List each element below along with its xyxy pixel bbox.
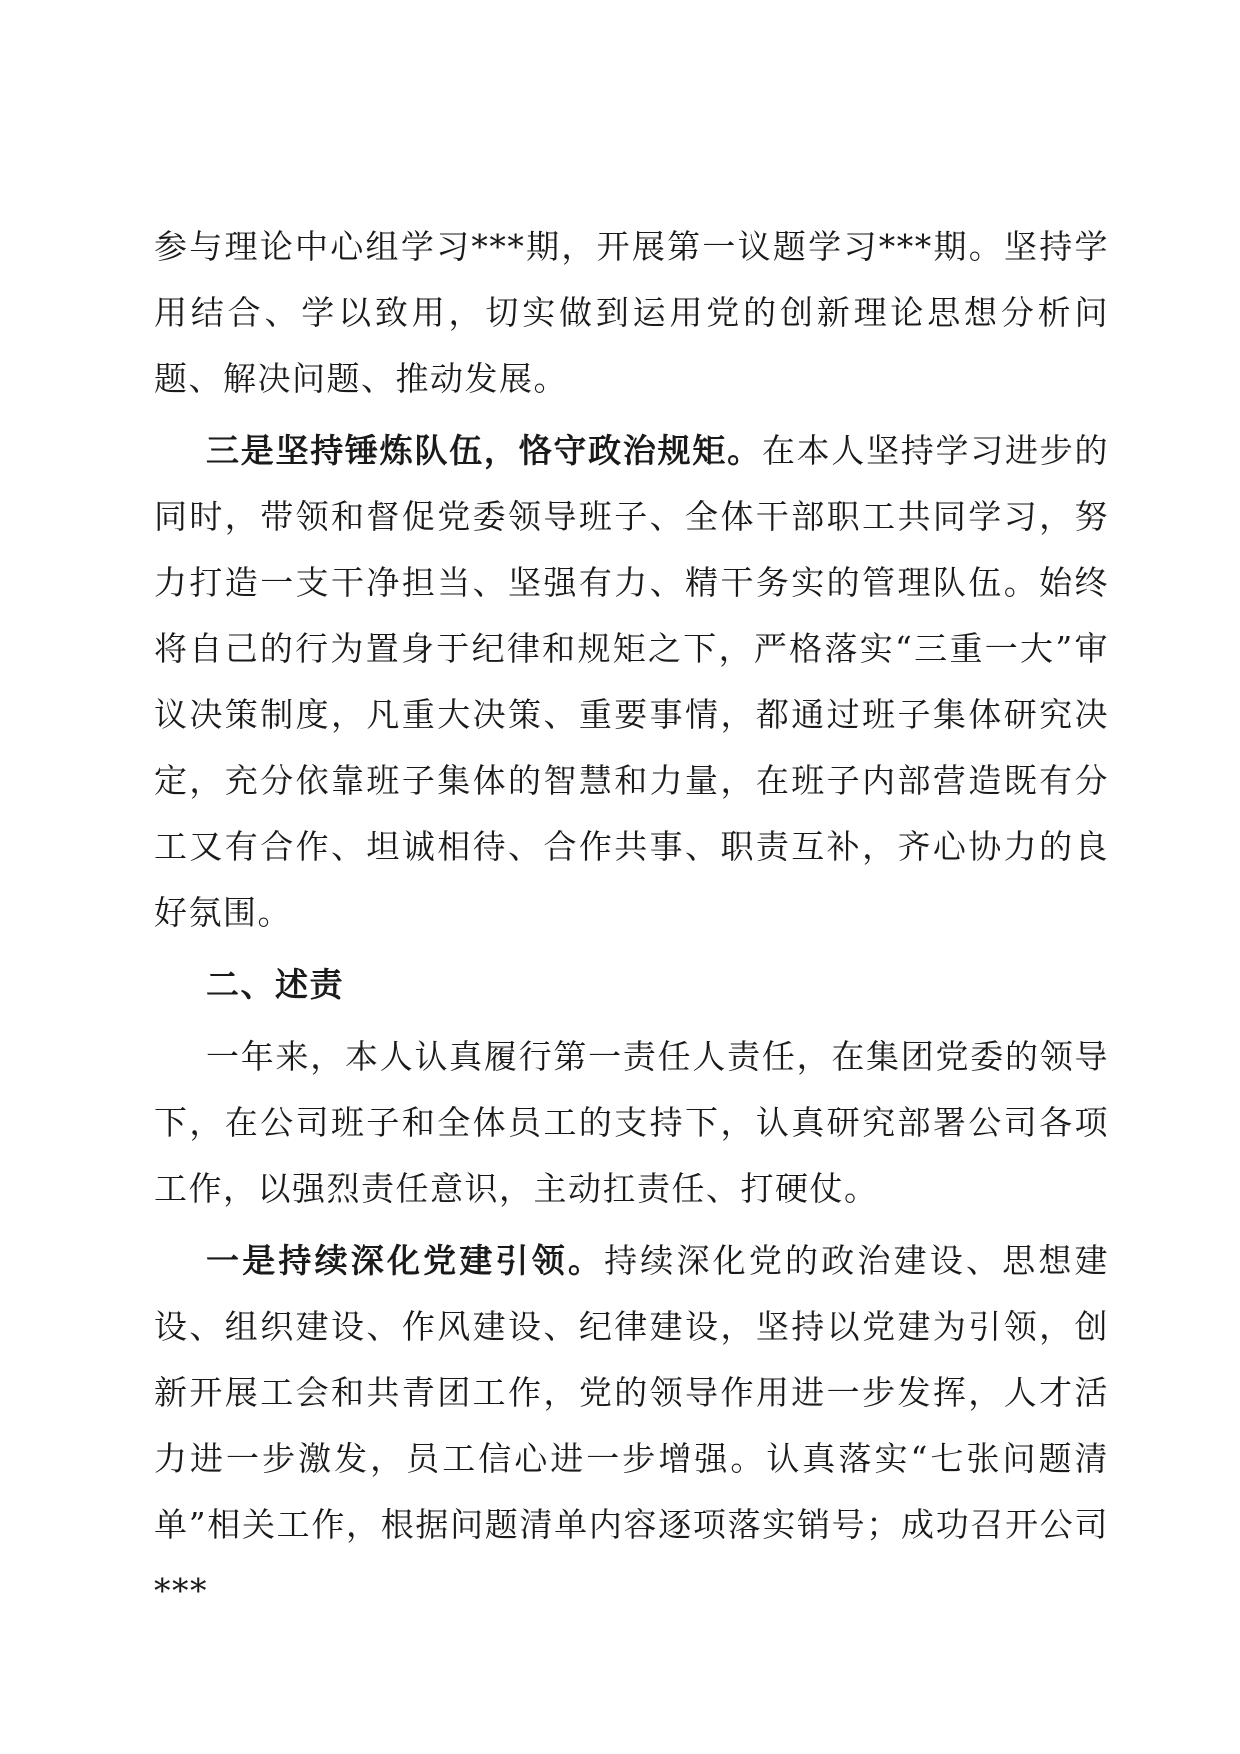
- paragraph-party-building: [154, 1228, 1109, 1624]
- paragraph-text: 一年来，本人认真履行第一责任人责任，在集团党委的领导下，在公司班子和全体员工的支持下，认真研究部署公司各项工作，以强烈责任意识，主动扛责任、打硬仗。: [154, 1037, 1109, 1208]
- paragraph-duty-overview: [154, 1024, 1109, 1222]
- paragraph-lead-heading: 三是坚持锤炼队伍，恪守政治规矩。: [206, 431, 762, 470]
- paragraph-lead-heading: 一是持续深化党建引领。: [206, 1241, 605, 1280]
- paragraph-team-discipline: [154, 418, 1109, 946]
- paragraph-text: 持续深化党的政治建设、思想建设、组织建设、作风建设、纪律建设，坚持以党建为引领，创新开展工会和共青团工作，党的领导作用进一步发挥，人才活力进一步激发，员工信心进一步增强。认真落实“七张问题清单”相关工作，根据问题清单内容逐项落实销号；成功召开公司***: [154, 1241, 1109, 1610]
- paragraph-study-continuation: [154, 214, 1109, 412]
- paragraph-text: 在本人坚持学习进步的同时，带领和督促党委领导班子、全体干部职工共同学习，努力打造一支干净担当、坚强有力、精干务实的管理队伍。始终将自己的行为置身于纪律和规矩之下，严格落实“三重一大”审议决策制度，凡重大决策、重要事情，都通过班子集体研究决定，充分依靠班子集体的智慧和力量，在班子内部营造既有分工又有合作、坦诚相待、合作共事、职责互补，齐心协力的良好氛围。: [154, 431, 1110, 932]
- paragraph-text: 参与理论中心组学习***期，开展第一议题学习***期。坚持学用结合、学以致用，切实做到运用党的创新理论思想分析问题、解决问题、推动发展。: [154, 227, 1109, 398]
- section-heading: 二、述责: [206, 965, 344, 1004]
- document-body: [154, 214, 1109, 1630]
